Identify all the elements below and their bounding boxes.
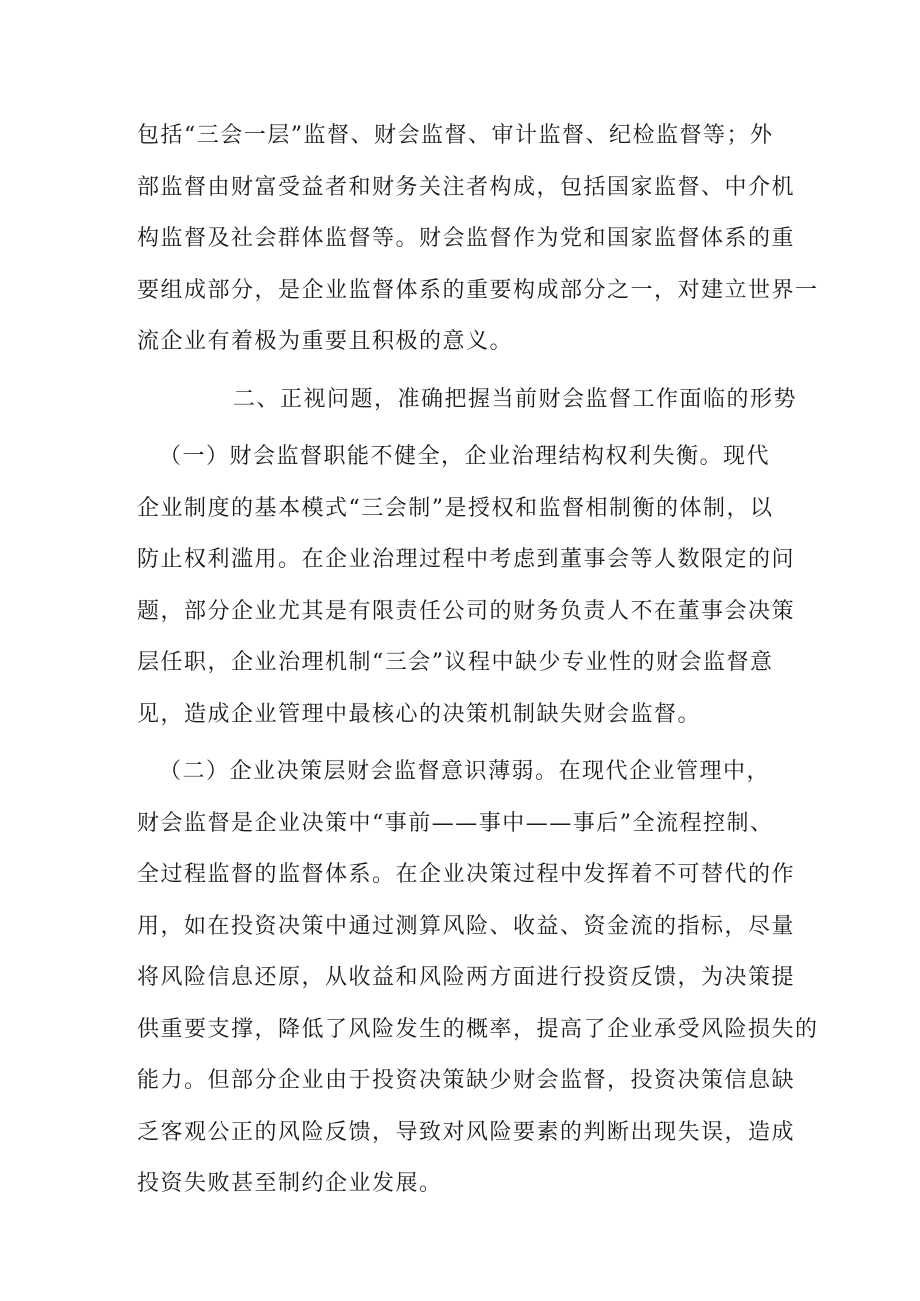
section-heading-text: 二、正视问题，准确把握当前财会监督工作面临的形势 (233, 386, 798, 412)
paragraph-line: 供重要支撑，降低了风险发生的概率，提高了企业承受风险损失的 (137, 1016, 819, 1042)
paragraph-1 (137, 110, 819, 368)
paragraph-line: （二）企业决策层财会监督意识薄弱。在现代企业管理中， (159, 759, 771, 784)
paragraph-line: 企业制度的基本模式“三会制”是授权和监督相制衡的体制，以 (137, 495, 774, 521)
paragraph-line: 投资失败甚至制约企业发展。 (137, 1171, 443, 1196)
document-body (137, 110, 819, 1210)
paragraph-line: 要组成部分，是企业监督体系的重要构成部分之一，对建立世界一 (137, 277, 819, 303)
paragraph-line: 流企业有着极为重要且积极的意义。 (137, 329, 514, 354)
paragraph-line: （一）财会监督职能不健全，企业治理结构权利失衡。现代 (159, 444, 771, 469)
paragraph-line: 将风险信息还原，从收益和风险两方面进行投资反馈，为决策提 (137, 965, 796, 990)
paragraph-line: 财会监督是企业决策中“事前——事中——事后”全流程控制、 (137, 810, 774, 836)
paragraph-3 (137, 746, 819, 1210)
paragraph-line: 用，如在投资决策中通过测算风险、收益、资金流的指标，尽量 (137, 913, 796, 939)
paragraph-line: 见，造成企业管理中最核心的决策机制缺失财会监督。 (137, 701, 702, 727)
paragraph-line: 题，部分企业尤其是有限责任公司的财务负责人不在董事会决策 (137, 598, 796, 624)
paragraph-line: 层任职，企业治理机制“三会”议程中缺少专业性的财会监督意 (137, 650, 774, 675)
paragraph-line: 构监督及社会群体监督等。财会监督作为党和国家监督体系的重 (137, 226, 796, 251)
paragraph-line: 乏客观公正的风险反馈，导致对风险要素的判断出现失误，造成 (137, 1119, 796, 1145)
paragraph-line: 全过程监督的监督体系。在企业决策过程中发挥着不可替代的作 (137, 862, 796, 887)
paragraph-line: 部监督由财富受益者和财务关注者构成，包括国家监督、中介机 (137, 174, 796, 200)
paragraph-2 (137, 431, 797, 740)
paragraph-line: 包括“三会一层”监督、财会监督、审计监督、纪检监督等；外 (137, 123, 774, 148)
paragraph-line: 防止权利滥用。在企业治理过程中考虑到董事会等人数限定的问 (137, 547, 796, 572)
paragraph-line: 能力。但部分企业由于投资决策缺少财会监督，投资决策信息缺 (137, 1068, 796, 1093)
section-heading (137, 374, 797, 426)
